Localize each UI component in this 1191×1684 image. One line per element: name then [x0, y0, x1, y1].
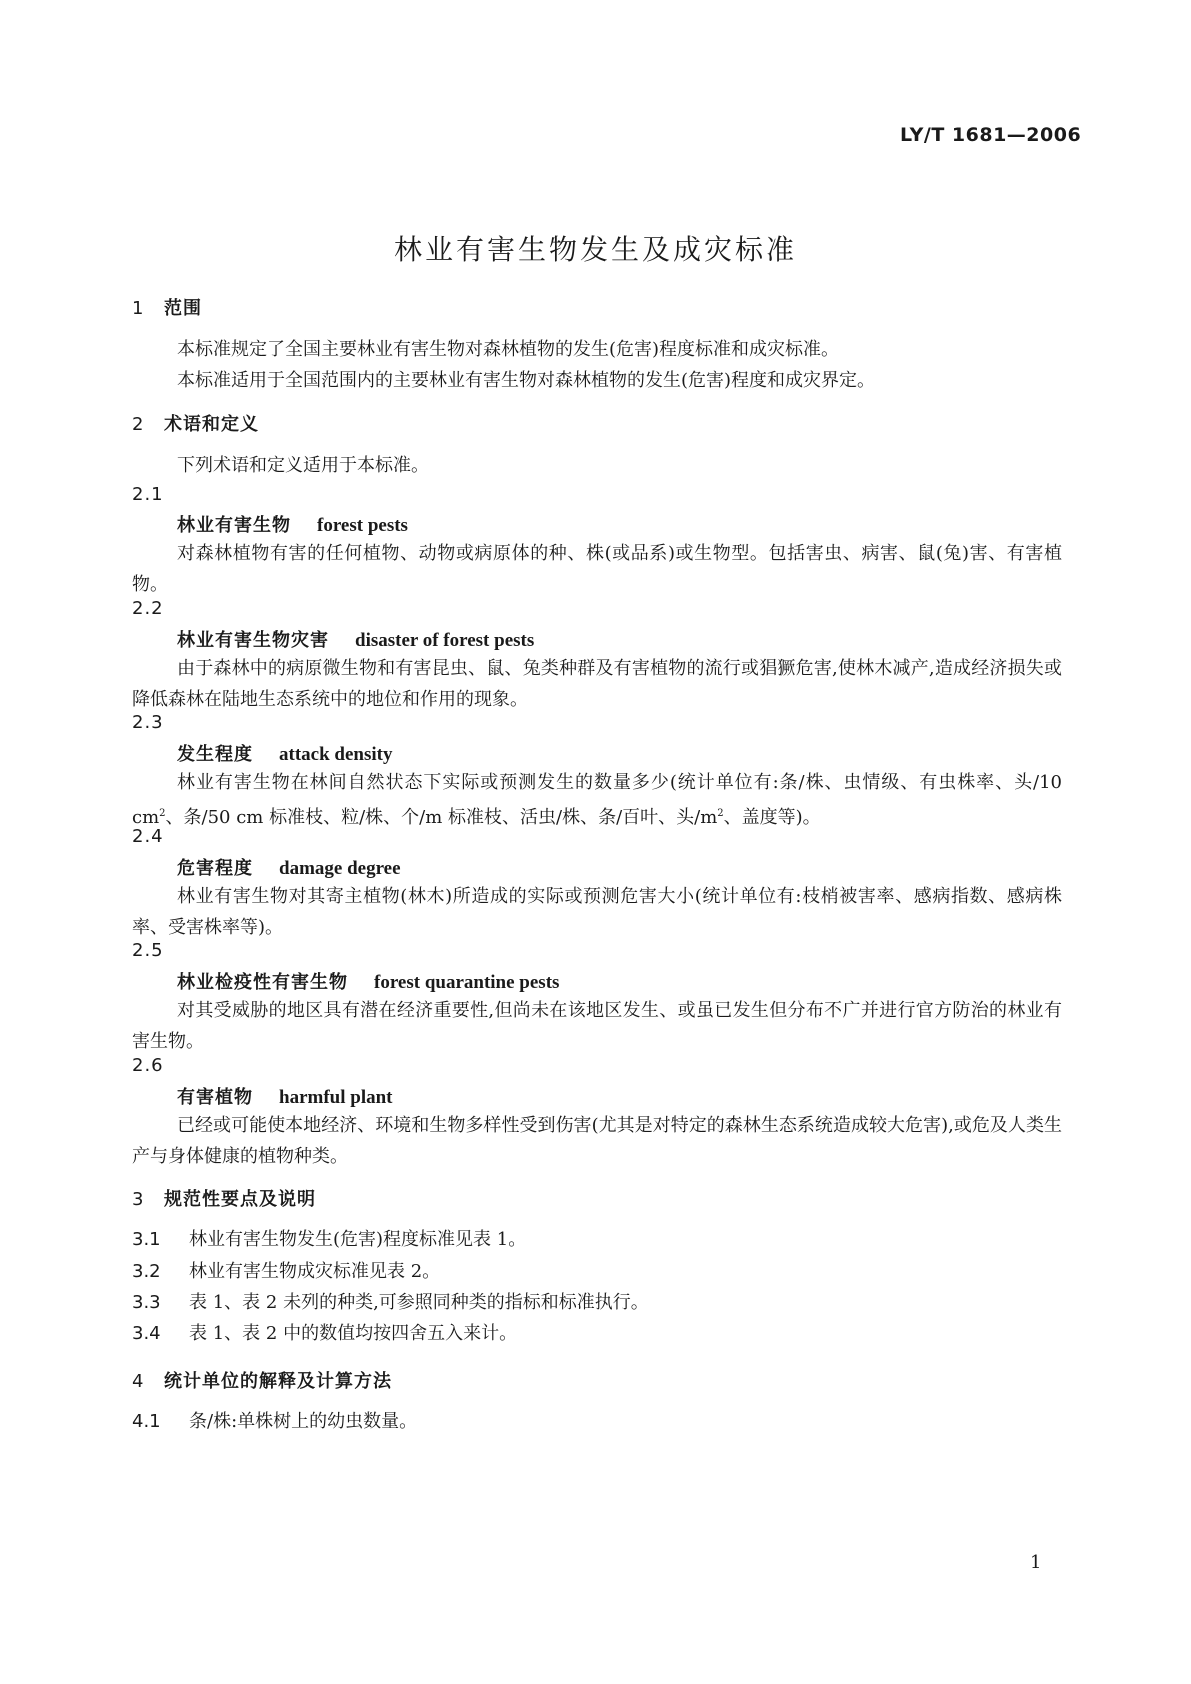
term-heading [177, 740, 392, 766]
item-number: 3.1 [132, 1229, 161, 1250]
section-number: 1 [132, 298, 145, 319]
section-1-paragraph-1: 本标准规定了全国主要林业有害生物对森林植物的发生(危害)程度标准和成灾标准。 [177, 339, 840, 360]
clause-number: 2.6 [132, 1055, 164, 1076]
term-heading [177, 511, 408, 537]
section-title: 规范性要点及说明 [164, 1189, 316, 1210]
section-number: 2 [132, 414, 145, 435]
term-en: disaster of forest pests [355, 630, 535, 651]
page-number: 1 [1030, 1552, 1042, 1573]
term-definition: 林业有害生物对其寄主植物(林木)所造成的实际或预测危害大小(统计单位有:枝梢被害率、感病指数、感病株率、受害株率等)。 [132, 886, 1062, 938]
term-en: damage degree [279, 858, 401, 879]
term-definition: 对其受威胁的地区具有潜在经济重要性,但尚未在该地区发生、或虽已发生但分布不广并进行官方防治的林业有害生物。 [132, 1000, 1062, 1052]
item-text: 表 1、表 2 中的数值均按四舍五入来计。 [189, 1323, 518, 1344]
item-number: 3.4 [132, 1323, 161, 1344]
clause-number: 2.3 [132, 712, 164, 733]
item-text: 林业有害生物成灾标准见表 2。 [189, 1261, 441, 1282]
item-text: 林业有害生物发生(危害)程度标准见表 1。 [189, 1229, 527, 1250]
definition-text: 、盖度等)。 [723, 807, 821, 828]
term-heading [177, 968, 559, 994]
item-number: 4.1 [132, 1411, 161, 1432]
section-number: 4 [132, 1371, 145, 1392]
list-item [132, 1225, 526, 1251]
term-definition: 对森林植物有害的任何植物、动物或病原体的种、株(或品系)或生物型。包括害虫、病害、鼠(兔)害、有害植物。 [132, 543, 1062, 595]
list-item [132, 1257, 440, 1283]
clause-number: 2.1 [132, 484, 164, 505]
term-zh: 林业有害生物灾害 [177, 630, 329, 651]
term-definition: 已经或可能使本地经济、环境和生物多样性受到伤害(尤其是对特定的森林生态系统造成较大危害),或危及人类生产与身体健康的植物种类。 [132, 1115, 1062, 1167]
list-item [132, 1407, 417, 1433]
term-en: harmful plant [279, 1087, 393, 1108]
section-title: 统计单位的解释及计算方法 [164, 1371, 392, 1392]
term-definition: 由于森林中的病原微生物和有害昆虫、鼠、兔类种群及有害植物的流行或猖獗危害,使林木减产,造成经济损失或降低森林在陆地生态系统中的地位和作用的现象。 [132, 658, 1062, 710]
term-heading [177, 626, 534, 652]
definition-text: 林业有害生物在林间自然状态下实际或预测发生的数量多少(统计单位有:条/株、虫情级、有虫株率、头/10 cm [132, 772, 1062, 828]
definition-text: 、条/50 cm 标准枝、粒/株、个/m 标准枝、活虫/株、条/百叶、头/m [165, 807, 718, 828]
superscript: 2 [717, 808, 724, 819]
standard-code: LY/T 1681—2006 [900, 124, 1082, 146]
document-title: 林业有害生物发生及成灾标准 [393, 233, 797, 266]
list-item [132, 1288, 649, 1314]
section-1-paragraph-2: 本标准适用于全国范围内的主要林业有害生物对森林植物的发生(危害)程度和成灾界定。 [177, 370, 876, 391]
term-heading [177, 1083, 393, 1109]
section-2-heading [132, 410, 259, 436]
item-number: 3.3 [132, 1292, 161, 1313]
term-en: forest pests [317, 515, 408, 536]
section-3-heading [132, 1185, 316, 1211]
section-number: 3 [132, 1189, 145, 1210]
section-2-intro: 下列术语和定义适用于本标准。 [177, 455, 429, 476]
list-item [132, 1319, 517, 1345]
section-4-heading [132, 1367, 392, 1393]
term-en: attack density [279, 744, 393, 765]
term-zh: 林业检疫性有害生物 [177, 972, 348, 993]
item-text: 表 1、表 2 未列的种类,可参照同种类的指标和标准执行。 [189, 1292, 649, 1313]
term-en: forest quarantine pests [374, 972, 560, 993]
section-title: 术语和定义 [164, 414, 259, 435]
clause-number: 2.2 [132, 598, 164, 619]
term-zh: 危害程度 [177, 858, 253, 879]
item-text: 条/株:单株树上的幼虫数量。 [189, 1411, 418, 1432]
section-1-heading [132, 294, 202, 320]
term-definition [132, 767, 1062, 833]
superscript: 2 [159, 808, 166, 819]
term-heading [177, 854, 401, 880]
term-zh: 林业有害生物 [177, 515, 291, 536]
section-title: 范围 [164, 298, 202, 319]
term-zh: 有害植物 [177, 1087, 253, 1108]
clause-number: 2.5 [132, 940, 164, 961]
term-zh: 发生程度 [177, 744, 253, 765]
clause-number: 2.4 [132, 826, 164, 847]
item-number: 3.2 [132, 1261, 161, 1282]
